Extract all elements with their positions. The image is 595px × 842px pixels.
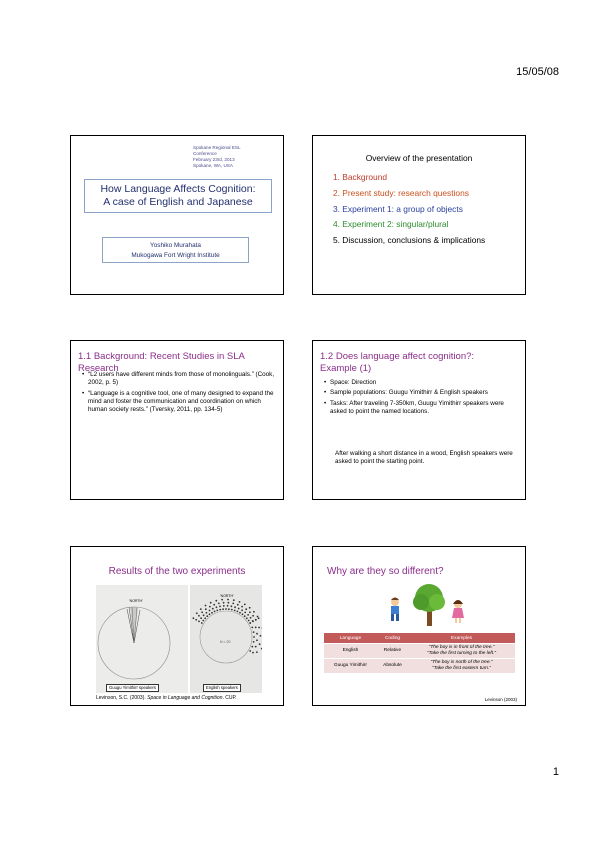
response-dot: [198, 615, 200, 617]
response-dot: [257, 616, 259, 618]
response-dot: [244, 604, 246, 606]
response-dot: [216, 610, 218, 612]
overview-item: 3. Experiment 1: a group of objects: [333, 203, 463, 214]
response-dot: [219, 609, 221, 611]
overview-list: [333, 170, 485, 249]
response-dot: [228, 602, 230, 604]
heading-line: Research: [78, 362, 119, 374]
response-dot: [249, 607, 251, 609]
table-header-row: [324, 633, 515, 644]
conference-line: Spokane, WA, USA: [193, 163, 233, 168]
response-dot: [237, 604, 239, 606]
response-dot: [239, 601, 241, 603]
paragraph: After walking a short distance in a wood, English speakers were asked to point the starting point.: [335, 450, 513, 466]
response-dot: [258, 617, 260, 619]
slide-results: [70, 546, 284, 706]
heading-line: 1.1 Background: Recent Studies in SLA: [78, 351, 245, 362]
bullet-item: • “Language is a cognitive tool, one of many designed to expand the mind and foster the communication and coordination on which human society rests.” (Tversky, 2011, pp. 134-5): [80, 390, 280, 415]
response-dot: [252, 652, 254, 654]
response-dot: [205, 605, 207, 607]
response-dot: [251, 627, 253, 629]
response-dot: [216, 606, 218, 608]
response-dot: [221, 599, 223, 601]
citation-publisher: . CUP.: [222, 695, 237, 701]
table-header: Examples: [408, 633, 515, 644]
response-dot: [253, 611, 255, 613]
table-cell: Guugu Yimithirr: [324, 659, 377, 674]
response-dot: [218, 603, 220, 605]
response-dot: [205, 608, 207, 610]
example-line: “Take the first eastern turn.”: [432, 666, 491, 671]
response-dot: [247, 614, 249, 616]
conference-info: [193, 145, 241, 169]
bullet-item: • Sample populations: Guugu Yimithirr & English speakers: [322, 389, 522, 397]
response-dot: [231, 609, 233, 611]
circle-diagram-right: [190, 585, 262, 693]
response-dot: [258, 627, 260, 629]
response-dot: [232, 603, 234, 605]
response-dot: [244, 615, 246, 617]
table-cell-examples: [408, 644, 515, 659]
response-dot: [234, 606, 236, 608]
example-line: “The boy is in front of the tree.”: [428, 645, 495, 650]
response-dot: [248, 620, 250, 622]
response-dot: [196, 612, 198, 614]
response-dot: [200, 617, 202, 619]
response-dot: [256, 639, 258, 641]
response-dot: [227, 605, 229, 607]
response-dot: [245, 608, 247, 610]
overview-item: 2. Present study: research questions: [333, 187, 469, 198]
citation-title: Space in Language and Cognition: [147, 695, 223, 701]
page-date: 15/05/08: [516, 66, 559, 78]
citation-author: Levinson, S.C. (2003).: [96, 695, 148, 701]
table-cell-examples: [408, 659, 515, 674]
bullet-list: [322, 379, 522, 418]
response-dot: [250, 617, 252, 619]
response-dot: [200, 608, 202, 610]
presentation-title: [84, 179, 272, 213]
response-dot: [215, 600, 217, 602]
response-dot: [214, 611, 216, 613]
north-label: 'NORTH': [220, 594, 234, 598]
bullet-item: • Space: Direction: [322, 379, 522, 387]
bullet-item: • Tasks: After traveling 7-350km, Guugu Yimithirr speakers were asked to point the named locations.: [322, 400, 522, 417]
response-dot: [234, 610, 236, 612]
response-dot: [255, 646, 257, 648]
response-dot: [256, 651, 258, 653]
author-affiliation: Mukogawa Fort Wright Institute: [131, 251, 220, 259]
response-dot: [210, 602, 212, 604]
response-dot: [255, 619, 257, 621]
response-dot: [219, 606, 221, 608]
response-dot: [206, 612, 208, 614]
n-label: N = 20: [220, 640, 231, 644]
table-cell: Absolute: [377, 659, 408, 674]
response-dot: [225, 608, 227, 610]
response-dot: [259, 643, 261, 645]
response-dot: [249, 650, 251, 652]
citation: [96, 695, 237, 701]
slide-heading: Results of the two experiments: [108, 566, 246, 577]
slide-why-different: [312, 546, 526, 706]
example-line: “Take the first turning to the left.”: [427, 651, 496, 656]
response-dot: [233, 599, 235, 601]
author-name: Yoshiko Murahata: [150, 242, 201, 249]
response-dot: [211, 612, 213, 614]
slide-heading: Why are they so different?: [327, 566, 444, 577]
slide-heading: Overview of the presentation: [365, 153, 473, 163]
response-dot: [212, 608, 214, 610]
experiment-photo-left: [96, 585, 188, 693]
response-dot: [201, 611, 203, 613]
slide-background: [70, 340, 284, 500]
response-dot: [228, 608, 230, 610]
response-dot: [242, 613, 244, 615]
north-label: 'NORTH': [129, 599, 143, 603]
illustration: [379, 580, 469, 630]
response-dot: [244, 612, 246, 614]
response-dot: [251, 646, 253, 648]
slide-overview: [312, 135, 526, 295]
response-dot: [204, 617, 206, 619]
tree-figure: [413, 584, 445, 626]
table-cell: Relative: [377, 644, 408, 659]
citation: Levinson (2003): [484, 697, 517, 702]
response-dot: [238, 608, 240, 610]
overview-item: 4. Experiment 2: singular/plural: [333, 219, 449, 230]
author-box: [102, 237, 249, 263]
title-line: How Language Affects Cognition:: [100, 183, 256, 195]
caption-english: English speakers: [203, 684, 241, 692]
response-dot: [253, 636, 255, 638]
response-dot: [253, 641, 255, 643]
response-dot: [260, 635, 262, 637]
response-dot: [201, 622, 203, 624]
overview-item: 1. Background: [333, 172, 388, 182]
boy-figure: [391, 598, 399, 622]
page-number: 1: [552, 766, 559, 778]
response-dot: [202, 620, 204, 622]
response-dot: [261, 648, 262, 650]
response-dot: [256, 633, 258, 635]
response-dot: [231, 605, 233, 607]
response-dot: [241, 606, 243, 608]
table-cell: English: [324, 644, 377, 659]
bullet-item: • “L2 users have different minds from those of monolinguals.” (Cook, 2002, p. 5): [80, 371, 280, 388]
response-dot: [213, 604, 215, 606]
response-dot: [253, 631, 255, 633]
table-header: Coding: [377, 633, 408, 644]
response-dot: [239, 612, 241, 614]
response-dot: [246, 617, 248, 619]
overview-item: 5. Discussion, conclusions & implications: [333, 235, 486, 246]
circle-diagram-left: [96, 585, 188, 693]
heading-line: 1.2 Does language affect cognition?:: [320, 351, 475, 362]
table-row: [324, 644, 515, 659]
response-dot: [252, 621, 254, 623]
slide-example: [312, 340, 526, 500]
response-dot: [195, 619, 197, 621]
response-dot: [198, 621, 200, 623]
response-dot: [209, 606, 211, 608]
response-dot: [223, 602, 225, 604]
response-dot: [237, 611, 239, 613]
response-dot: [249, 611, 251, 613]
response-dot: [249, 622, 251, 624]
title-line: A case of English and Japanese: [103, 196, 253, 208]
heading-line: Example (1): [320, 362, 372, 374]
response-dot: [193, 617, 195, 619]
conference-line: Conference: [193, 151, 217, 156]
response-dot: [222, 608, 224, 610]
slide-title: [70, 135, 284, 295]
example-line: “The boy is north of the tree.”: [430, 660, 493, 665]
girl-figure: [452, 600, 464, 623]
conference-line: Spokane Regional ESL: [193, 145, 241, 150]
response-dot: [206, 615, 208, 617]
response-dot: [227, 599, 229, 601]
table-header: Language: [324, 633, 377, 644]
response-dot: [209, 610, 211, 612]
experiment-photo-right: [190, 585, 262, 693]
table-row: [324, 659, 515, 674]
slide-heading: [320, 351, 520, 374]
response-dot: [203, 614, 205, 616]
conference-line: February 23rd, 2013: [193, 157, 235, 162]
bullet-list: [80, 371, 280, 416]
coding-table: [324, 633, 515, 673]
response-dot: [252, 615, 254, 617]
response-dot: [241, 609, 243, 611]
response-dot: [223, 605, 225, 607]
caption-guugu: Guugu Yimithirr speakers: [106, 684, 159, 692]
response-dot: [209, 613, 211, 615]
response-dot: [255, 627, 257, 629]
